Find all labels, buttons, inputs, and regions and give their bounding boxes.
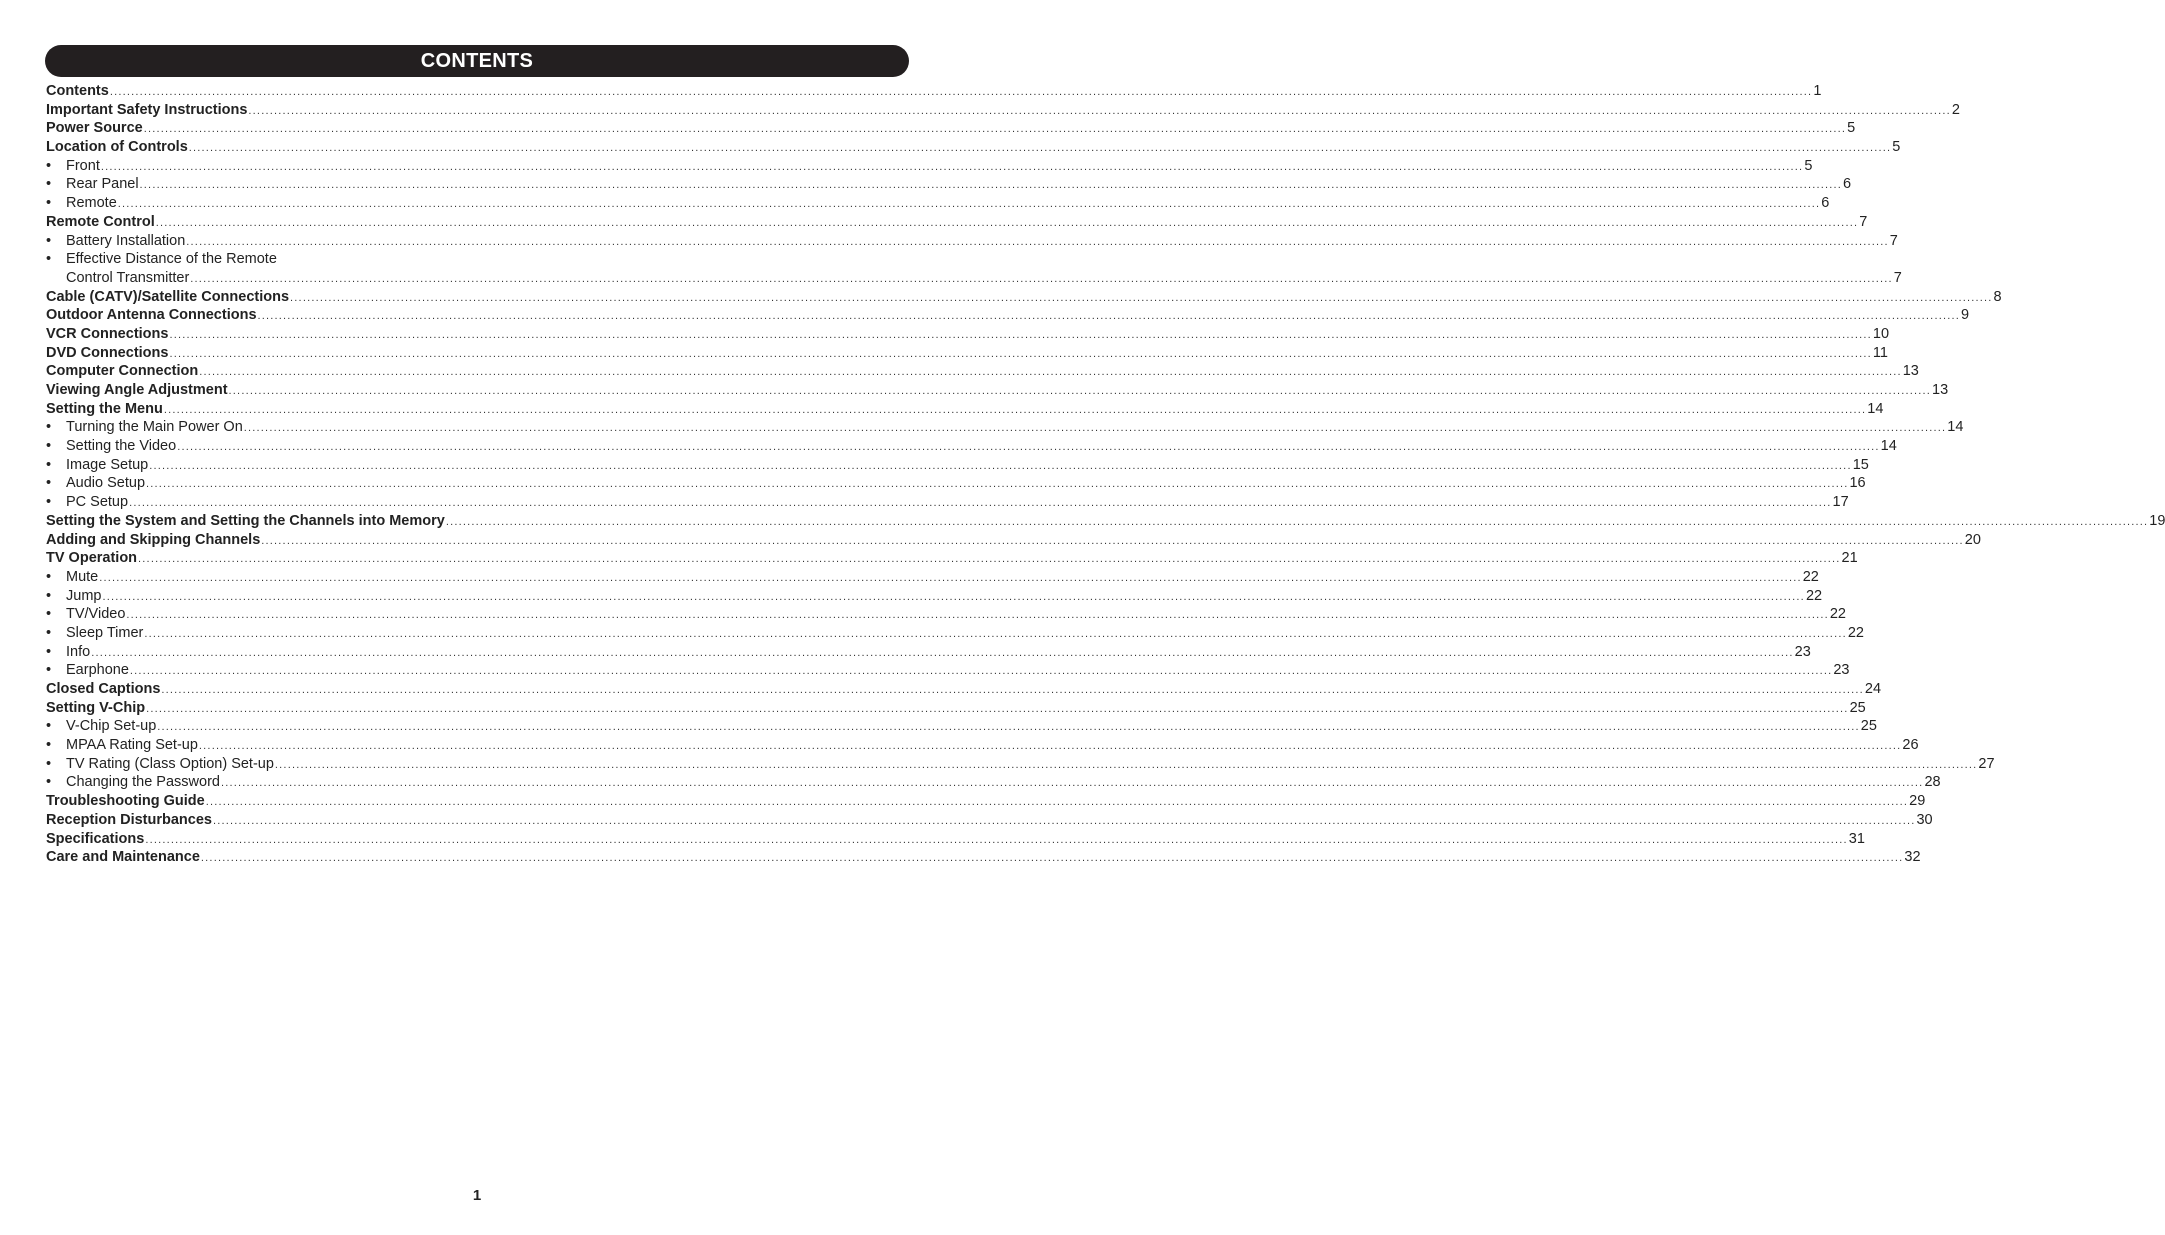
toc-entry-label: Adding and Skipping Channels — [46, 531, 261, 548]
toc-entry-label: Computer Connection — [46, 363, 199, 380]
toc-entry-label: Outdoor Antenna Connections — [46, 307, 257, 324]
dot-leader: ................................................................................................................................................................................................................................................................................................................................................................................................................ — [248, 104, 1951, 117]
bullet-icon: • — [46, 737, 52, 754]
dot-leader: ................................................................................................................................................................................................................................................................................................................................................................................................................ — [205, 796, 1909, 809]
bullet-icon: • — [46, 251, 52, 268]
toc-entry[interactable] — [46, 213, 1868, 232]
bullet-icon: • — [46, 755, 52, 772]
toc-entry-page: 23 — [1794, 643, 1811, 660]
toc-entry-label: Control Transmitter — [66, 269, 190, 286]
dot-leader: ................................................................................................................................................................................................................................................................................................................................................................................................................ — [149, 459, 1852, 472]
toc-entry-page: 19 — [2149, 512, 2165, 529]
bullet-icon: • — [46, 176, 52, 193]
toc-entry-page: 7 — [1889, 232, 1898, 249]
dot-leader: ................................................................................................................................................................................................................................................................................................................................................................................................................ — [109, 86, 1813, 98]
page-number: 1 — [472, 1187, 482, 1204]
toc-entry[interactable] — [46, 381, 1949, 400]
toc-entry[interactable] — [46, 587, 1823, 606]
toc-entry-label: TV Rating (Class Option) Set-up — [66, 755, 274, 772]
toc-entry-label: Changing the Password — [66, 774, 220, 791]
toc-entry[interactable] — [46, 474, 1866, 493]
toc-entry[interactable] — [46, 400, 1884, 419]
toc-entry-label: TV Operation — [46, 550, 138, 567]
dot-leader: ................................................................................................................................................................................................................................................................................................................................................................................................................ — [146, 478, 1849, 491]
toc-entry-label: Setting the System and Setting the Channels into Memory — [46, 512, 445, 529]
toc-entry-page: 22 — [1805, 587, 1823, 604]
toc-entry[interactable] — [46, 811, 1933, 830]
toc-entry-page: 14 — [1867, 400, 1884, 417]
toc-entry-label: TV/Video — [66, 606, 126, 623]
toc-entry-label: Specifications — [46, 830, 145, 847]
toc-entry[interactable] — [46, 699, 1866, 718]
toc-entry-page: 17 — [1832, 494, 1849, 511]
bullet-icon: • — [46, 568, 52, 585]
toc-entry[interactable] — [46, 456, 1869, 475]
toc-entry[interactable] — [46, 830, 1865, 849]
toc-entry-label: DVD Connections — [46, 344, 169, 361]
toc-entry-page: 2 — [1951, 101, 1960, 118]
toc-entry-page: 5 — [1804, 157, 1813, 174]
toc-entry-label: Setting V-Chip — [46, 699, 146, 716]
toc-entry[interactable] — [46, 717, 1877, 736]
dot-leader: ................................................................................................................................................................................................................................................................................................................................................................................................................ — [186, 235, 1889, 248]
toc-entry-label: Setting the Menu — [46, 400, 163, 417]
toc-entry-page: 25 — [1849, 699, 1866, 716]
toc-entry-page: 25 — [1860, 718, 1877, 735]
toc-entry[interactable] — [46, 605, 1846, 624]
toc-entry-page: 22 — [1802, 568, 1819, 585]
toc-entry[interactable] — [46, 250, 888, 269]
toc-entry-label: VCR Connections — [46, 325, 169, 342]
toc-entry-label: Troubleshooting Guide — [46, 793, 205, 810]
toc-entry[interactable] — [46, 512, 2165, 531]
toc-entry[interactable] — [46, 157, 1813, 176]
bullet-icon: • — [46, 662, 52, 679]
dot-leader: ................................................................................................................................................................................................................................................................................................................................................................................................................ — [126, 609, 1829, 622]
dot-leader: ................................................................................................................................................................................................................................................................................................................................................................................................................ — [290, 291, 1993, 304]
toc-entry-page: 5 — [1892, 139, 1901, 156]
toc-entry[interactable] — [46, 306, 1970, 325]
toc-entry[interactable] — [46, 288, 2002, 307]
toc-entry-page: 21 — [1841, 550, 1858, 567]
bullet-icon: • — [46, 475, 52, 492]
dot-leader: ................................................................................................................................................................................................................................................................................................................................................................................................................ — [177, 441, 1880, 454]
toc-entry-label: Power Source — [46, 120, 143, 137]
toc-entry-page: 11 — [1872, 344, 1888, 361]
toc-entry[interactable] — [46, 736, 1919, 755]
dot-leader: ................................................................................................................................................................................................................................................................................................................................................................................................................ — [157, 721, 1860, 734]
toc-entry-page: 24 — [1864, 681, 1882, 697]
toc-entry[interactable] — [46, 362, 1919, 381]
toc-entry-page: 14 — [1947, 419, 1964, 436]
toc-entry-page: 30 — [1916, 811, 1933, 828]
dot-leader: ................................................................................................................................................................................................................................................................................................................................................................................................................ — [100, 160, 1804, 173]
toc-entry-label: PC Setup — [66, 494, 129, 511]
contents-banner — [45, 45, 909, 77]
dot-leader: ................................................................................................................................................................................................................................................................................................................................................................................................................ — [91, 646, 1794, 659]
dot-leader: ................................................................................................................................................................................................................................................................................................................................................................................................................ — [213, 814, 1916, 827]
toc-entry-label: Turning the Main Power On — [66, 419, 243, 436]
toc-entry-label: Image Setup — [66, 456, 149, 473]
bullet-icon: • — [46, 232, 52, 249]
toc-entry-page: 6 — [1821, 195, 1830, 212]
toc-entry-label: Battery Installation — [66, 232, 186, 249]
toc-entry[interactable] — [46, 568, 1819, 587]
toc-entry-label: Mute — [66, 568, 99, 585]
toc-entry[interactable] — [46, 101, 1960, 120]
dot-leader: ................................................................................................................................................................................................................................................................................................................................................................................................................ — [190, 272, 1893, 285]
toc-entry-page: 32 — [1904, 849, 1921, 866]
dot-leader: ................................................................................................................................................................................................................................................................................................................................................................................................................ — [102, 590, 1805, 603]
toc-entry[interactable] — [46, 82, 1822, 101]
dot-leader: ................................................................................................................................................................................................................................................................................................................................................................................................................ — [445, 515, 2149, 528]
toc-entry-label: Effective Distance of the Remote — [66, 251, 277, 268]
dot-leader: ................................................................................................................................................................................................................................................................................................................................................................................................................ — [199, 366, 1902, 379]
bullet-icon: • — [46, 606, 52, 623]
toc-entry-page: 26 — [1902, 737, 1919, 754]
toc-entry-page: 22 — [1829, 606, 1846, 623]
toc-entry-page: 7 — [1859, 213, 1868, 230]
toc-entry-label: Closed Captions — [46, 681, 161, 697]
toc-entry[interactable] — [46, 119, 1856, 138]
toc-entry[interactable] — [46, 437, 1897, 456]
dot-leader: ................................................................................................................................................................................................................................................................................................................................................................................................................ — [198, 740, 1902, 753]
toc-entry[interactable] — [46, 792, 1926, 811]
toc-entry-label: Contents — [46, 83, 109, 99]
toc-entry[interactable] — [46, 755, 1995, 774]
toc-entry-page: 22 — [1847, 624, 1864, 641]
dot-leader: ................................................................................................................................................................................................................................................................................................................................................................................................................ — [129, 665, 1833, 678]
dot-leader: ................................................................................................................................................................................................................................................................................................................................................................................................................ — [163, 403, 1867, 416]
bullet-icon: • — [46, 718, 52, 735]
dot-leader: ................................................................................................................................................................................................................................................................................................................................................................................................................ — [200, 852, 1904, 865]
toc-entry-page: 13 — [1932, 382, 1949, 398]
toc-entry-page: 27 — [1978, 755, 1995, 772]
toc-entry-label: Care and Maintenance — [46, 849, 200, 866]
toc-entry-page: 23 — [1833, 662, 1850, 679]
toc-entry-page: 10 — [1872, 325, 1890, 342]
dot-leader: ................................................................................................................................................................................................................................................................................................................................................................................................................ — [169, 347, 1872, 360]
toc-entry[interactable] — [46, 325, 1890, 344]
dot-leader: ................................................................................................................................................................................................................................................................................................................................................................................................................ — [155, 216, 1859, 229]
toc-entry[interactable] — [46, 138, 1901, 157]
toc-entry[interactable] — [46, 773, 1941, 792]
toc-entry-label: Setting the Video — [66, 438, 177, 455]
bullet-icon: • — [46, 774, 52, 791]
dot-leader: ................................................................................................................................................................................................................................................................................................................................................................................................................ — [257, 310, 1960, 323]
toc-entry-label: Jump — [66, 587, 102, 604]
bullet-icon: • — [46, 419, 52, 436]
toc-entry-label: Cable (CATV)/Satellite Connections — [46, 288, 290, 305]
toc-entry-label: Reception Disturbances — [46, 811, 212, 828]
bullet-icon: • — [46, 157, 52, 174]
dot-leader: ................................................................................................................................................................................................................................................................................................................................................................................................................ — [161, 684, 1864, 696]
dot-leader: ................................................................................................................................................................................................................................................................................................................................................................................................................ — [188, 142, 1892, 155]
toc-entry-label: Rear Panel — [66, 176, 139, 193]
toc-entry-page: 20 — [1964, 531, 1981, 548]
toc-entry-page: 7 — [1893, 269, 1902, 286]
dot-leader: ................................................................................................................................................................................................................................................................................................................................................................................................................ — [144, 627, 1847, 640]
dot-leader: ................................................................................................................................................................................................................................................................................................................................................................................................................ — [243, 422, 1947, 435]
toc-entry-page: 14 — [1880, 438, 1897, 455]
toc-entry-label: Sleep Timer — [66, 624, 144, 641]
toc-entry-page: 6 — [1843, 176, 1852, 193]
toc-entry-page: 13 — [1902, 363, 1919, 380]
toc-entry[interactable] — [46, 175, 1852, 194]
toc-entry-page: 16 — [1849, 475, 1866, 492]
bullet-icon: • — [46, 624, 52, 641]
toc-entry[interactable] — [46, 493, 1849, 512]
toc-entry-page: 15 — [1852, 456, 1869, 473]
bullet-icon: • — [46, 494, 52, 511]
dot-leader: ................................................................................................................................................................................................................................................................................................................................................................................................................ — [220, 777, 1924, 790]
toc-entry[interactable] — [46, 531, 1981, 550]
table-of-contents — [46, 82, 2165, 867]
dot-leader: ................................................................................................................................................................................................................................................................................................................................................................................................................ — [138, 553, 1841, 566]
dot-leader: ................................................................................................................................................................................................................................................................................................................................................................................................................ — [129, 497, 1832, 510]
toc-entry-label: Remote Control — [46, 213, 155, 230]
dot-leader: ................................................................................................................................................................................................................................................................................................................................................................................................................ — [143, 123, 1847, 136]
toc-entry-label: Viewing Angle Adjustment — [46, 382, 228, 398]
dot-leader: ................................................................................................................................................................................................................................................................................................................................................................................................................ — [146, 702, 1849, 715]
toc-entry[interactable] — [46, 344, 1888, 363]
toc-entry[interactable] — [46, 680, 1882, 699]
page-title: CONTENTS — [420, 49, 534, 72]
dot-leader: ................................................................................................................................................................................................................................................................................................................................................................................................................ — [274, 758, 1978, 771]
dot-leader: ................................................................................................................................................................................................................................................................................................................................................................................................................ — [99, 571, 1802, 584]
toc-entry[interactable] — [46, 661, 1850, 680]
toc-entry-page: 29 — [1909, 793, 1926, 810]
toc-entry-label: Earphone — [66, 662, 129, 679]
bullet-icon: • — [46, 643, 52, 660]
dot-leader: ................................................................................................................................................................................................................................................................................................................................................................................................................ — [139, 179, 1843, 192]
toc-entry[interactable] — [46, 418, 1964, 437]
toc-entry-label: Audio Setup — [66, 475, 146, 492]
toc-entry[interactable] — [46, 194, 1830, 213]
toc-entry[interactable] — [46, 269, 1902, 288]
toc-entry-page: 5 — [1847, 120, 1856, 137]
dot-leader: ................................................................................................................................................................................................................................................................................................................................................................................................................ — [169, 328, 1872, 341]
toc-entry[interactable] — [46, 232, 1898, 251]
toc-entry-label: Important Safety Instructions — [46, 101, 248, 118]
toc-entry-label: V-Chip Set-up — [66, 718, 157, 735]
toc-entry-page: 1 — [1813, 83, 1822, 99]
dot-leader: ................................................................................................................................................................................................................................................................................................................................................................................................................ — [228, 385, 1932, 397]
dot-leader: ................................................................................................................................................................................................................................................................................................................................................................................................................ — [261, 534, 1964, 547]
toc-entry-label: MPAA Rating Set-up — [66, 737, 198, 754]
bullet-icon: • — [46, 587, 52, 604]
bullet-icon: • — [46, 195, 52, 212]
bullet-icon: • — [46, 438, 52, 455]
toc-entry-page: 31 — [1848, 830, 1865, 847]
toc-entry[interactable] — [46, 624, 1864, 643]
dot-leader: ................................................................................................................................................................................................................................................................................................................................................................................................................ — [117, 198, 1821, 211]
toc-entry-label: Location of Controls — [46, 139, 188, 156]
toc-entry-label: Remote — [66, 195, 117, 212]
toc-entry[interactable] — [46, 643, 1811, 662]
toc-entry-page: 8 — [1993, 288, 2002, 305]
toc-entry[interactable] — [46, 848, 1921, 867]
bullet-icon: • — [46, 456, 52, 473]
toc-entry-page: 28 — [1924, 774, 1941, 791]
dot-leader: ................................................................................................................................................................................................................................................................................................................................................................................................................ — [145, 833, 1848, 846]
toc-entry-label: Info — [66, 643, 91, 660]
toc-entry-label: Front — [66, 157, 100, 174]
toc-entry-page: 9 — [1960, 307, 1970, 324]
toc-entry[interactable] — [46, 549, 1858, 568]
